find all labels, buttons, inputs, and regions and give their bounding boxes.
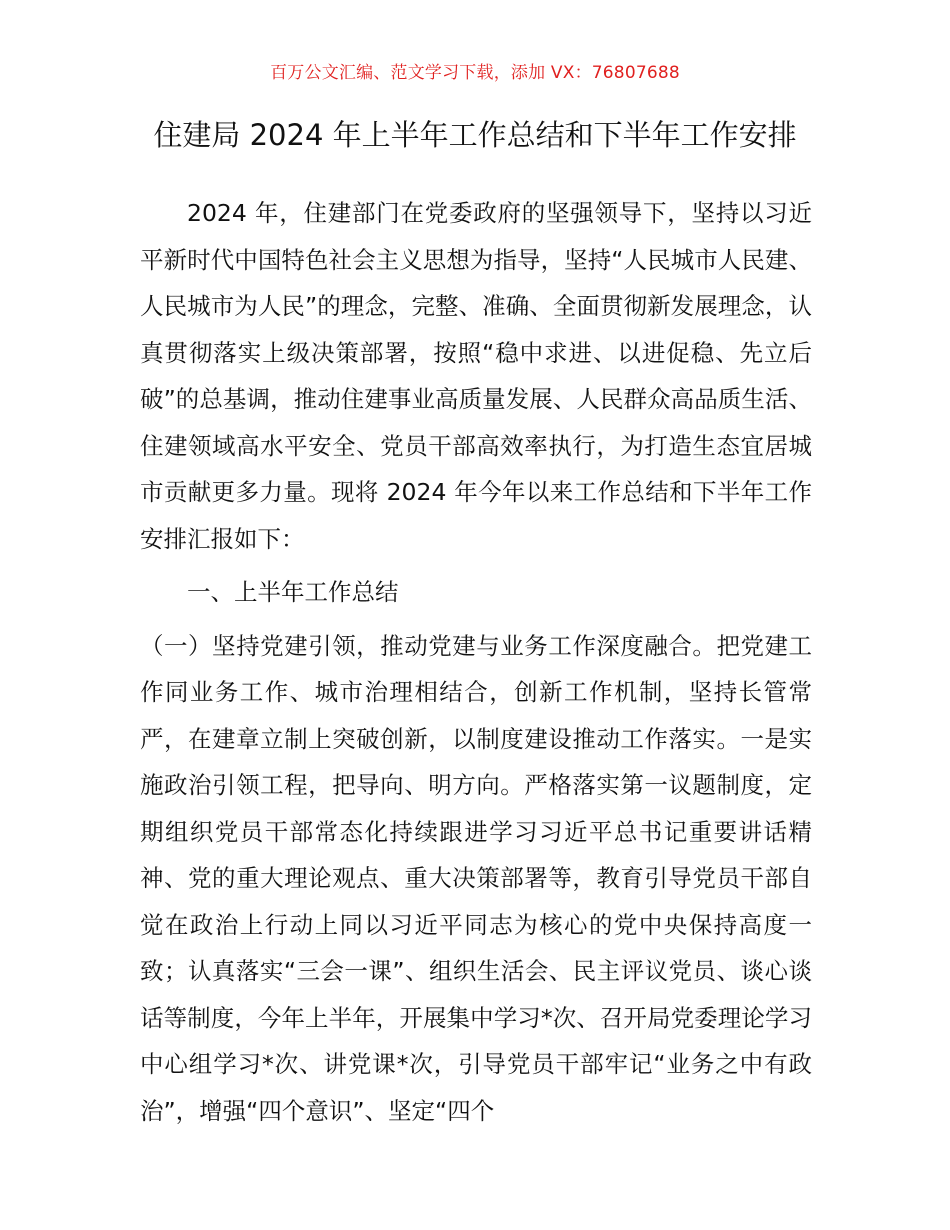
watermark-banner: 百万公文汇编、范文学习下载，添加 VX：76807688 (270, 63, 680, 83)
paragraph-party-building: （一）坚持党建引领，推动党建与业务工作深度融合。把党建工作同业务工作、城市治理相结合，创新工作机制，坚持长管常严，在建章立制上突破创新，以制度建设推动工作落实。一是实施政治引领工程，把导向、明方向。严格落实第一议题制度，定期组织党员干部常态化持续跟进学习习近平总书记重要讲话精神、党的重大理论观点、重大决策部署等，教育引导党员干部自觉在政治上行动上同以习近平同志为核心的党中央保持高度一致；认真落实“三会一课”、组织生活会、民主评议党员、谈心谈话等制度，今年上半年，开展集中学习*次、召开局党委理论学习中心组学习*次、讲党课*次，引导党员干部牢记“业务之中有政治”，增强“四个意识”、坚定“四个 (140, 631, 812, 1125)
document-title: 住建局 2024 年上半年工作总结和下半年工作安排 (153, 118, 797, 152)
section-heading-summary: 一、上半年工作总结 (187, 578, 399, 606)
paragraph-intro: 2024 年，住建部门在党委政府的坚强领导下，坚持以习近平新时代中国特色社会主义思想为指导，坚持“人民城市人民建、人民城市为人民”的理念，完整、准确、全面贯彻新发展理念，认真贯彻落实上级决策部署，按照“稳中求进、以进促稳、先立后破”的总基调，推动住建事业高质量发展、人民群众高品质生活、住建领域高水平安全、党员干部高效率执行，为打造生态宜居城市贡献更多力量。现将 2024 年今年以来工作总结和下半年工作安排汇报如下： (140, 199, 812, 553)
document-body (140, 190, 812, 1134)
